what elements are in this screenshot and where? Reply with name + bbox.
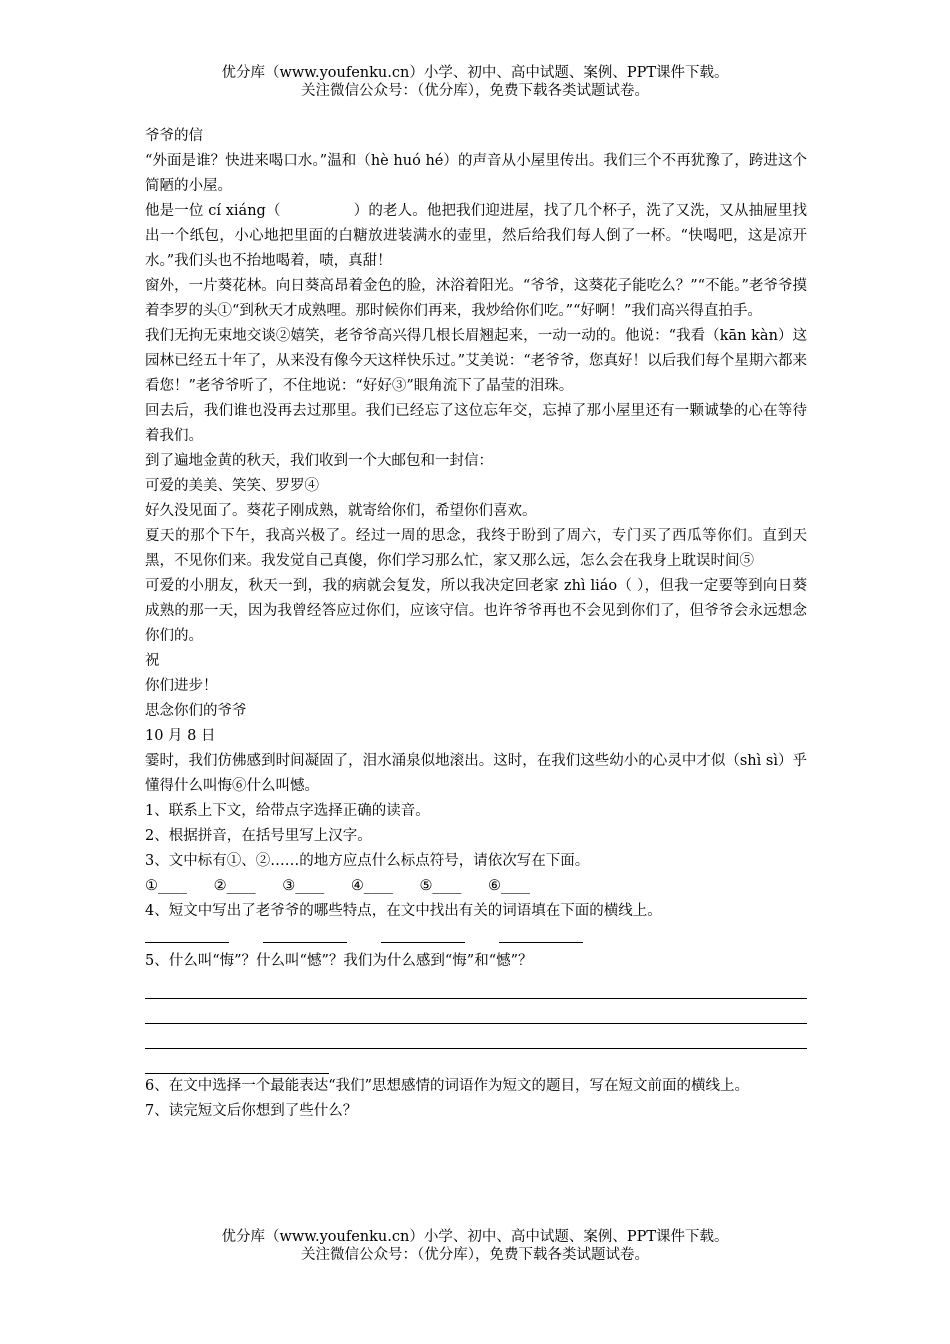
paragraph: 夏天的那个下午，我高兴极了。经过一周的思念，我终于盼到了周六，专门买了西瓜等你们。直到天黑，不见你们来。我发觉自己真傻，你们学习那么忙，家又那么远，怎么会在我身上耽误时间⑤	[145, 528, 807, 569]
paragraph: 回去后，我们谁也没再去过那里。我们已经忘了这位忘年交，忘掉了那小屋里还有一颗诚挚的心在等待着我们。	[145, 403, 807, 444]
answer-line[interactable]	[145, 999, 807, 1024]
header-line-1: 优分库（www.youfenku.cn）小学、初中、高中试题、案例、PPT课件下载。	[221, 65, 729, 81]
paragraph: 窗外，一片葵花林。向日葵高昂着金色的脸，沐浴着阳光。“爷爷，这葵花子能吃么？”“不能。”老爷爷摸着李罗的头①“到秋天才成熟哩。那时候你们再来，我炒给你们吃。”“好啊！”我们高兴得直拍手。	[145, 278, 807, 319]
answer-line[interactable]	[263, 941, 347, 943]
letter-closing: 你们进步！	[145, 678, 218, 694]
punctuation-blank[interactable]: ⑤____	[419, 878, 462, 894]
question-7: 7、读完短文后你想到了些什么？	[145, 1103, 358, 1119]
letter-greeting: 可爱的美美、笑笑、罗罗④	[145, 478, 319, 494]
paragraph: 霎时，我们仿佛感到时间凝固了，泪水涌泉似地滚出。这时，在我们这些幼小的心灵中才似（shì sì）乎懂得什么叫悔⑥什么叫憾。	[145, 753, 807, 794]
answer-line[interactable]	[145, 974, 807, 999]
footer-line-1: 优分库（www.youfenku.cn）小学、初中、高中试题、案例、PPT课件下载。	[221, 1229, 729, 1245]
question-4-answer-lines	[145, 924, 807, 949]
header-line-2: 关注微信公众号：（优分库），免费下载各类试题试卷。	[301, 83, 649, 99]
paragraph: 到了遍地金黄的秋天，我们收到一个大邮包和一封信：	[145, 453, 493, 469]
answer-line[interactable]	[145, 1024, 807, 1049]
answer-line[interactable]	[381, 941, 465, 943]
paragraph: 好久没见面了。葵花子刚成熟，就寄给你们，希望你们喜欢。	[145, 503, 537, 519]
letter-signature: 思念你们的爷爷	[145, 703, 247, 719]
punctuation-blank[interactable]: ⑥____	[488, 878, 531, 894]
page-footer	[0, 1228, 950, 1264]
footer-line-2: 关注微信公众号：（优分库），免费下载各类试题试卷。	[301, 1247, 649, 1263]
question-1: 1、联系上下文，给带点字选择正确的读音。	[145, 803, 430, 819]
answer-line[interactable]	[145, 941, 229, 943]
question-3-blanks	[145, 874, 807, 899]
paragraph: 他是一位 cí xiáng（ ）的老人。他把我们迎进屋，找了几个杯子，洗了又洗，又从抽屉里找出一个纸包，小心地把里面的白糖放进装满水的壶里，然后给我们每人倒了一杯。“快喝吧，这是凉开水。”我们头也不抬地喝着，啧，真甜！	[145, 203, 807, 269]
question-6: 6、在文中选择一个最能表达“我们”思想感情的词语作为短文的题目，写在短文前面的横线上。	[145, 1078, 750, 1094]
question-4: 4、短文中写出了老爷爷的哪些特点，在文中找出有关的词语填在下面的横线上。	[145, 903, 662, 919]
paragraph: 可爱的小朋友，秋天一到，我的病就会复发，所以我决定回老家 zhì liáo（ ），但我一定要等到向日葵成熟的那一天，因为我曾经答应过你们，应该守信。也许爷爷再也不会见到你们了，但爷爷会永远想念你们的。	[145, 578, 807, 644]
punctuation-blank[interactable]: ②____	[213, 878, 256, 894]
question-3: 3、文中标有①、②……的地方应点什么标点符号，请依次写在下面。	[145, 853, 590, 869]
article-title: 爷爷的信	[145, 128, 203, 144]
punctuation-blank[interactable]: ①____	[145, 878, 187, 894]
letter-closing: 祝	[145, 653, 160, 669]
answer-line[interactable]	[145, 1049, 329, 1074]
question-5: 5、什么叫“悔”？什么叫“憾”？我们为什么感到“悔”和“憾”？	[145, 953, 533, 969]
paragraph: “外面是谁？快进来喝口水。”温和（hè huó hé）的声音从小屋里传出。我们三个不再犹豫了，跨进这个简陋的小屋。	[145, 153, 807, 194]
document-body	[145, 124, 807, 1124]
punctuation-blank[interactable]: ③____	[282, 878, 325, 894]
question-2: 2、根据拼音，在括号里写上汉字。	[145, 828, 372, 844]
letter-date: 10 月 8 日	[145, 728, 216, 744]
punctuation-blank[interactable]: ④____	[350, 878, 393, 894]
page-header	[0, 64, 950, 100]
paragraph: 我们无拘无束地交谈②嬉笑，老爷爷高兴得几根长眉翘起来，一动一动的。他说：“我看（kān kàn）这园林已经五十年了，从来没有像今天这样快乐过。”艾美说：“老爷爷，您真好！以后我们每个星期六都来看您！”老爷爷听了，不住地说：“好好③”眼角流下了晶莹的泪珠。	[145, 328, 807, 394]
answer-line[interactable]	[499, 941, 583, 943]
